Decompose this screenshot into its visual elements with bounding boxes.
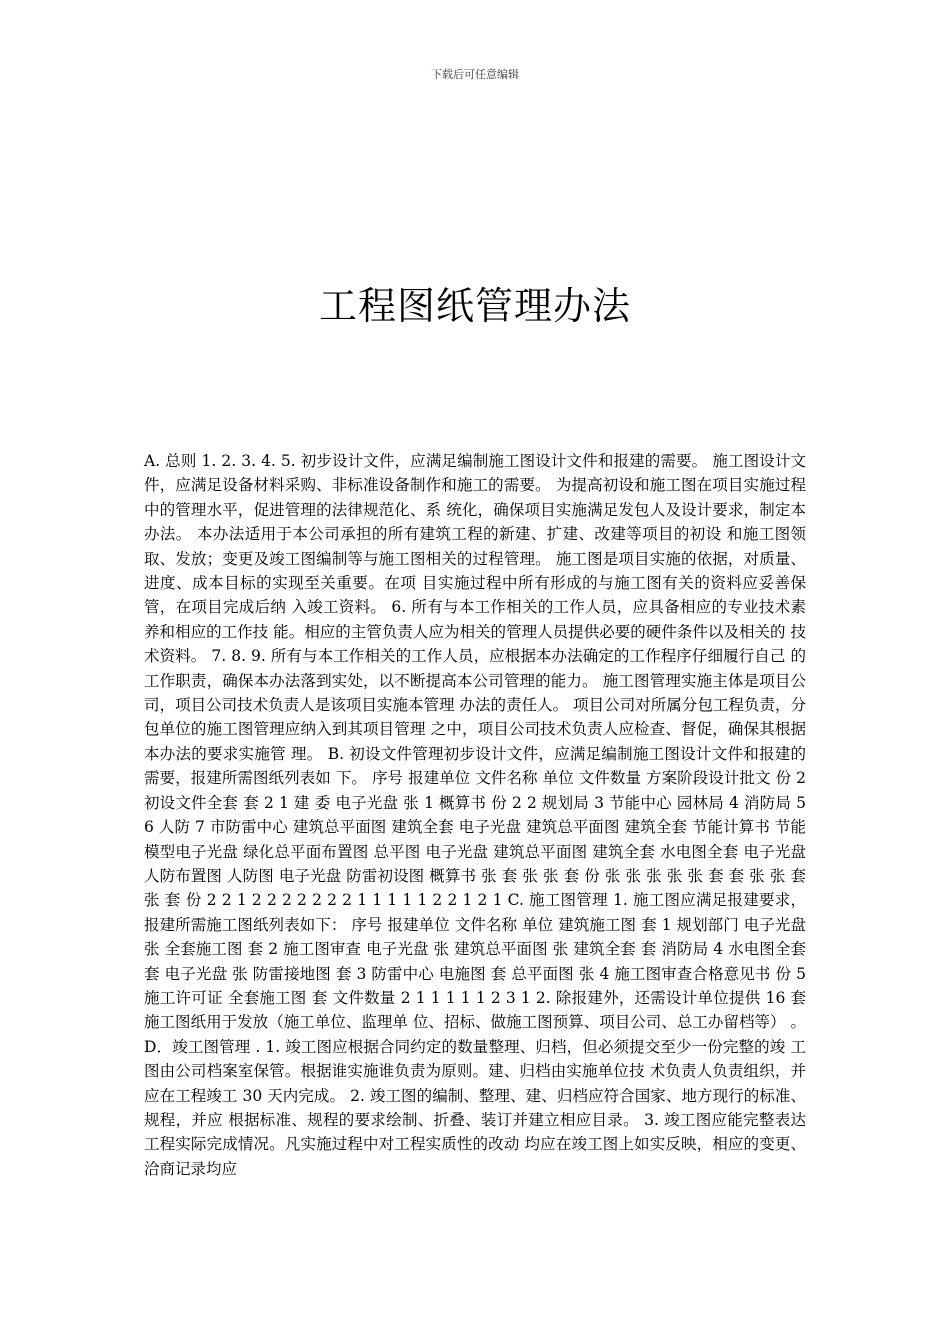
document-title: 工程图纸管理办法 [318,284,631,328]
page-header-note: 下载后可任意编辑 [431,68,519,81]
document-body-text: A. 总则 1. 2. 3. 4. 5. 初步设计文件，应满足编制施工图设计文件和报建的需要。 施工图设计文件，应满足设备材料采购、非标准设备制作和施工的需要。 为提高初设和施工图在项目实施过程中的管理水平，促进管理的法律规范化、系 统化，确保项目实施满足发包人及设计要求，制定本办法。 本办法适用于本公司承担的所有建筑工程的新建、扩建、改建等项目的初设 和施工图领取、发放；变更及竣工图编制等与施工图相关的过程管理。 施工图是项目实施的依据，对质量、进度、成本目标的实现至关重要。在项 目实施过程中所有形成的与施工图有关的资料应妥善保管，在项目完成后纳 入竣工资料。 6. 所有与本工作相关的工作人员，应具备相应的专业技术素养和相应的工作技 能。相应的主管负责人应为相关的管理人员提供必要的硬件条件以及相关的 技术资料。 7. 8. 9. 所有与本工作相关的工作人员，应根据本办法确定的工作程序仔细履行自己 的工作职责，确保本办法落到实处，以不断提高本公司管理的能力。 施工图管理实施主体是项目公司，项目公司技术负责人是该项目实施本管理 办法的责任人。 项目公司对所属分包工程负责，分包单位的施工图管理应纳入到其项目管理 之中，项目公司技术负责人应检查、督促，确保其根据本办法的要求实施管 理。 B. 初设文件管理初步设计文件，应满足编制施工图设计文件和报建的需要，报建所需图纸列表如 下。 序号 报建单位 文件名称 单位 文件数量 方案阶段设计批文 份 2 初设文件全套 套 2 1 建 委 电子光盘 张 1 概算书 份 2 2 规划局 3 节能中心 园林局 4 消防局 5 6 人防 7 市防雷中心 建筑总平面图 建筑全套 电子光盘 建筑总平面图 建筑全套 节能计算书 节能模型电子光盘 绿化总平面布置图 总平图 电子光盘 建筑总平面图 建筑全套 水电图全套 电子光盘 人防布置图 人防图 电子光盘 防雷初设图 概算书 张 套 张 张 套 份 张 张 张 张 张 套 套 张 张 套 张 套 份 2 2 1 2 2 2 2 2 2 2 1 1 1 1 1 2 2 1 2 1 C. 施工图管理 1. 施工图应满足报建要求，报建所需施工图纸列表如下： 序号 报建单位 文件名称 单位 建筑施工图 套 1 规划部门 电子光盘 张 全套施工图 套 2 施工图审查 电子光盘 张 建筑总平面图 张 建筑全套 套 消防局 4 水电图全套 套 电子光盘 张 防雷接地图 套 3 防雷中心 电施图 套 总平面图 张 4 施工图审查合格意见书 份 5 施工许可证 全套施工图 套 文件数量 2 1 1 1 1 1 2 3 1 2. 除报建外，还需设计单位提供 16 套施工图纸用于发放（施工单位、监理单 位、招标、做施工图预算、项目公司、总工办留档等） 。 D．竣工图管理 . 1. 竣工图应根据合同约定的数量整理、归档，但必须提交至少一份完整的竣 工图由公司档案室保管。根据谁实施谁负责为原则。建、归档由实施单位技 术负责人负责组织，并应在工程竣工 30 天内完成。 2. 竣工图的编制、整理、建、归档应符合国家、地方现行的标准、规程，并应 根据标准、规程的要求绘制、折叠、装订并建立相应目录。 3. 竣工图应能完整表达工程实际完成情况。凡实施过程中对工程实质性的改动 均应在竣工图上如实反映，相应的变更、洽商记录均应 [144,452,806,1178]
